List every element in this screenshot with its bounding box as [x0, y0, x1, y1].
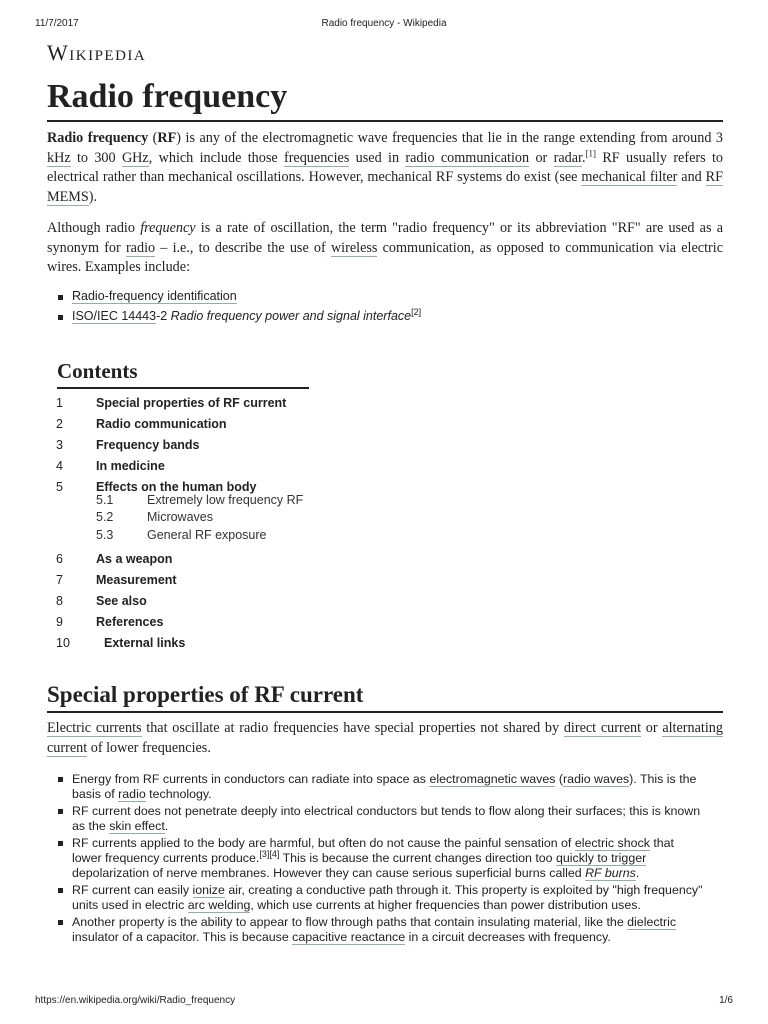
list-item	[47, 804, 707, 834]
list-item	[47, 772, 707, 802]
toc-label: External links	[104, 636, 186, 650]
toc-label: General RF exposure	[147, 527, 267, 542]
usage-paragraph	[47, 219, 723, 278]
toc-subitem-5-3[interactable]	[57, 527, 309, 545]
link-radar[interactable]: radar	[553, 149, 582, 166]
toc-item-4[interactable]	[57, 456, 309, 477]
print-url: https://en.wikipedia.org/wiki/Radio_frequency	[35, 995, 236, 1006]
page-title: Radio frequency	[47, 76, 723, 122]
list-item	[47, 836, 707, 881]
toc-number: 1	[56, 395, 63, 410]
text: depolarization of nerve membranes. However they can cause serious superficial burns called	[72, 866, 586, 880]
link-skin-effect[interactable]: skin effect	[109, 819, 165, 833]
toc-item-7[interactable]	[57, 570, 309, 591]
intro-rf-bold: Radio frequency	[47, 130, 149, 146]
toc-item-8[interactable]	[57, 591, 309, 612]
toc-label: Frequency bands	[96, 437, 200, 452]
text: ). This is the basis of	[72, 772, 697, 801]
text: , which include those	[148, 149, 284, 166]
text: used in	[349, 149, 406, 166]
text: , which use currents at higher frequencies than power distribution uses.	[250, 898, 641, 912]
text: – i.e., to describe the use of	[155, 239, 331, 256]
citation-2[interactable]: [2]	[411, 306, 422, 317]
text: ) is any of the electromagnetic wave frequencies that lie in the range extending from around 3	[176, 130, 723, 146]
table-of-contents	[57, 357, 309, 655]
toc-subitem-5-2[interactable]	[57, 509, 309, 527]
frequency-italic: frequency	[140, 220, 196, 236]
link-electromagnetic-waves[interactable]: electromagnetic waves	[429, 772, 556, 786]
link-rf-burns[interactable]: RF burns	[585, 866, 636, 880]
toc-item-2[interactable]	[57, 414, 309, 435]
toc-title: Contents	[57, 357, 309, 389]
text: Another property is the ability to appear to flow through paths that contain insulating material, like the	[72, 915, 628, 929]
text: that oscillate at radio frequencies have special properties not shared by	[141, 720, 564, 736]
link-ghz[interactable]: GHz	[121, 149, 149, 166]
link-quickly-to-trigger[interactable]: quickly to trigger	[556, 851, 647, 865]
toc-item-10[interactable]	[57, 633, 309, 654]
article-content	[47, 40, 723, 947]
section-heading-special-properties: Special properties of RF current	[47, 680, 723, 713]
toc-label: Measurement	[96, 573, 177, 587]
list-item	[47, 915, 707, 945]
examples-list	[47, 288, 723, 325]
toc-item-6[interactable]	[57, 549, 309, 570]
toc-number: 5.3	[96, 527, 114, 542]
text: RF current can easily	[72, 883, 193, 897]
text: (	[555, 772, 564, 786]
print-date: 11/7/2017	[35, 18, 79, 29]
toc-item-3[interactable]	[57, 435, 309, 456]
text: air, creating a conductive path through it. This property is exploited by "high frequency" units used in electric	[72, 883, 703, 912]
text: .	[581, 149, 586, 166]
text: or	[529, 149, 554, 166]
link-electric-currents[interactable]: Electric currents	[47, 720, 142, 736]
text: This is because the current changes direction too	[279, 851, 557, 865]
text: -2	[156, 308, 171, 323]
toc-subitem-5-1[interactable]	[57, 492, 309, 510]
text: (	[148, 130, 158, 146]
toc-number: 9	[56, 615, 63, 629]
toc-item-9[interactable]	[57, 612, 309, 633]
toc-label: Radio communication	[96, 416, 227, 431]
wikipedia-wordmark: Wikipedia	[47, 40, 147, 65]
toc-number: 5.2	[96, 510, 114, 524]
toc-label: See also	[96, 594, 147, 608]
link-frequencies[interactable]: frequencies	[283, 149, 350, 166]
link-wireless[interactable]: wireless	[330, 239, 378, 256]
link-radio-waves[interactable]: radio waves	[563, 772, 630, 786]
toc-number: 6	[56, 552, 63, 566]
toc-label: As a weapon	[96, 552, 173, 566]
list-item	[47, 288, 723, 305]
text: ).	[88, 188, 98, 205]
link-direct-current[interactable]: direct current	[563, 720, 642, 736]
text: communication, as opposed to communication via electric wires. Examples include:	[47, 239, 724, 275]
toc-label: In medicine	[96, 458, 165, 473]
toc-number: 8	[56, 594, 63, 608]
text: .	[164, 819, 169, 833]
link-iso-iec-14443[interactable]: ISO/IEC 14443	[72, 308, 157, 323]
toc-item-1[interactable]	[57, 393, 309, 414]
text: insulator of a capacitor. This is because	[72, 930, 293, 944]
text: .	[635, 866, 640, 880]
citation-1[interactable]: [1]	[585, 147, 597, 158]
toc-label: Special properties of RF current	[96, 395, 287, 410]
page-number: 1/6	[719, 995, 733, 1006]
link-radio-communication[interactable]: radio communication	[405, 149, 530, 166]
toc-label: Effects on the human body	[96, 479, 257, 494]
text: RF usually refers to electrical rather than mechanical oscillations. However, mechanical RF systems do exist (see	[47, 149, 723, 185]
iso-italic-title: Radio frequency power and signal interface	[170, 308, 412, 323]
citation-3-4[interactable]: [3][4]	[259, 848, 280, 859]
text: Energy from RF currents in conductors can radiate into space as	[72, 772, 430, 786]
link-capacitive-reactance[interactable]: capacitive reactance	[292, 930, 406, 944]
text: technology.	[145, 787, 212, 801]
section1-paragraph	[47, 719, 723, 758]
link-rfid[interactable]: Radio-frequency identification	[72, 288, 237, 303]
text: RF current does not penetrate deeply into electrical conductors but tends to flow along their surfaces; this is known as the	[72, 804, 701, 833]
toc-number: 10	[56, 636, 70, 650]
link-radio[interactable]: radio	[125, 239, 156, 256]
list-item	[47, 883, 707, 913]
list-item	[47, 308, 723, 325]
rf-properties-list	[47, 772, 707, 945]
toc-number: 7	[56, 573, 63, 587]
toc-number: 4	[56, 458, 63, 473]
link-khz[interactable]: kHz	[47, 149, 71, 166]
text: RF currents applied to the body are harmful, but often do not cause the painful sensation of	[72, 836, 575, 850]
toc-number: 5.1	[96, 492, 114, 507]
text: in a circuit decreases with frequency.	[405, 930, 611, 944]
text: or	[641, 720, 663, 736]
text: and	[677, 169, 706, 185]
toc-list	[57, 393, 309, 655]
link-rf-mems[interactable]: RF MEMS	[47, 169, 723, 205]
toc-number: 2	[56, 416, 63, 431]
toc-label: Extremely low frequency RF	[147, 492, 304, 507]
text: of lower frequencies.	[87, 739, 211, 756]
toc-number: 5	[56, 479, 63, 494]
text: that lower frequency currents produce.	[72, 836, 675, 865]
link-alternating-current[interactable]: alternating current	[47, 720, 723, 756]
toc-label: References	[96, 615, 164, 629]
link-ionize[interactable]: ionize	[192, 883, 225, 897]
intro-paragraph	[47, 129, 723, 207]
toc-label: Microwaves	[147, 510, 213, 524]
link-dielectric[interactable]: dielectric	[627, 915, 677, 929]
text: Although radio	[47, 220, 141, 236]
link-arc-welding[interactable]: arc welding	[187, 898, 251, 912]
text: to 300	[70, 149, 122, 166]
link-electric-shock[interactable]: electric shock	[574, 836, 650, 850]
text: is a rate of oscillation, the term "radio frequency" or its abbreviation "RF" are used as a synonym for	[47, 220, 724, 256]
link-mechanical-filter[interactable]: mechanical filter	[581, 169, 678, 185]
link-radio-tech[interactable]: radio	[118, 787, 146, 801]
toc-number: 3	[56, 437, 63, 452]
print-page-title: Radio frequency - Wikipedia	[321, 18, 447, 29]
intro-rf-abbr: RF	[157, 130, 177, 146]
